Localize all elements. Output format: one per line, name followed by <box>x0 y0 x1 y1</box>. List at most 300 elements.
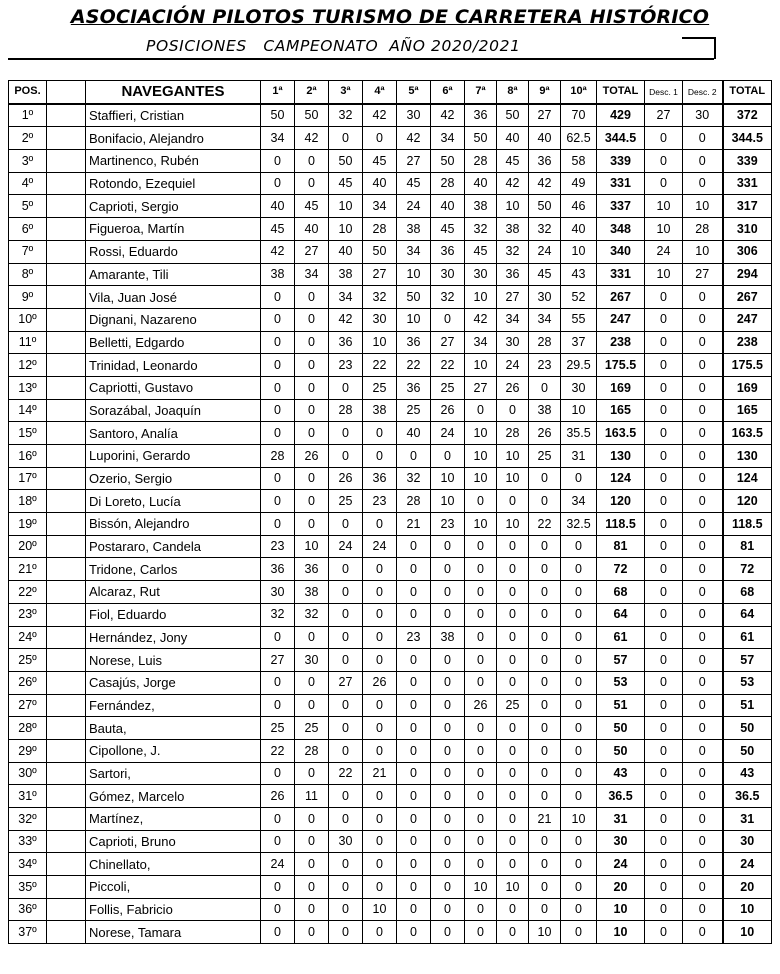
cell-desc-1: 0 <box>645 150 683 173</box>
cell-desc-1: 0 <box>645 127 683 150</box>
cell-total: 43 <box>597 762 645 785</box>
cell-desc-1: 0 <box>645 603 683 626</box>
cell-total: 120 <box>597 490 645 513</box>
cell-race-6: 42 <box>431 104 465 127</box>
cell-blank <box>47 626 86 649</box>
cell-total: 31 <box>597 808 645 831</box>
cell-race-2: 0 <box>295 853 329 876</box>
cell-race-6: 10 <box>431 490 465 513</box>
cell-race-7: 27 <box>465 376 497 399</box>
cell-race-4: 0 <box>363 808 397 831</box>
cell-final-total: 61 <box>723 626 772 649</box>
cell-race-3: 0 <box>329 422 363 445</box>
cell-race-8: 0 <box>497 626 529 649</box>
cell-desc-2: 0 <box>683 808 723 831</box>
cell-final-total: 124 <box>723 467 772 490</box>
cell-race-2: 0 <box>295 671 329 694</box>
cell-name: Alcaraz, Rut <box>86 581 261 604</box>
cell-race-7: 0 <box>465 671 497 694</box>
cell-race-5: 0 <box>397 535 431 558</box>
table-row <box>9 127 772 150</box>
cell-total: 81 <box>597 535 645 558</box>
cell-final-total: 68 <box>723 581 772 604</box>
cell-name: Sorazábal, Joaquín <box>86 399 261 422</box>
cell-race-1: 0 <box>261 354 295 377</box>
cell-race-9: 0 <box>529 626 561 649</box>
cell-race-2: 0 <box>295 626 329 649</box>
cell-race-8: 0 <box>497 921 529 944</box>
cell-race-6: 23 <box>431 513 465 536</box>
cell-desc-1: 0 <box>645 422 683 445</box>
cell-race-6: 25 <box>431 376 465 399</box>
cell-desc-2: 0 <box>683 921 723 944</box>
cell-race-7: 26 <box>465 694 497 717</box>
cell-race-2: 0 <box>295 830 329 853</box>
cell-race-1: 0 <box>261 762 295 785</box>
cell-total: 24 <box>597 853 645 876</box>
cell-race-2: 0 <box>295 354 329 377</box>
cell-desc-1: 0 <box>645 399 683 422</box>
table-row <box>9 626 772 649</box>
cell-total: 331 <box>597 263 645 286</box>
cell-race-5: 24 <box>397 195 431 218</box>
cell-race-4: 0 <box>363 127 397 150</box>
cell-blank <box>47 558 86 581</box>
cell-race-7: 0 <box>465 717 497 740</box>
cell-race-2: 0 <box>295 331 329 354</box>
table-row <box>9 445 772 468</box>
cell-race-7: 38 <box>465 195 497 218</box>
table-row <box>9 558 772 581</box>
cell-desc-2: 0 <box>683 127 723 150</box>
cell-race-9: 21 <box>529 808 561 831</box>
cell-race-7: 0 <box>465 762 497 785</box>
cell-race-9: 0 <box>529 490 561 513</box>
table-row <box>9 649 772 672</box>
cell-race-2: 0 <box>295 876 329 899</box>
cell-race-10: 0 <box>561 717 597 740</box>
cell-race-7: 40 <box>465 172 497 195</box>
cell-race-6: 24 <box>431 422 465 445</box>
cell-race-2: 0 <box>295 150 329 173</box>
cell-final-total: 50 <box>723 739 772 762</box>
cell-race-2: 0 <box>295 376 329 399</box>
cell-blank <box>47 218 86 241</box>
cell-race-3: 26 <box>329 467 363 490</box>
cell-race-4: 0 <box>363 739 397 762</box>
cell-race-8: 0 <box>497 535 529 558</box>
col-header-race-9: 9ª <box>529 81 561 104</box>
cell-race-4: 40 <box>363 172 397 195</box>
cell-race-3: 38 <box>329 263 363 286</box>
cell-desc-1: 0 <box>645 331 683 354</box>
cell-race-1: 0 <box>261 921 295 944</box>
cell-desc-1: 0 <box>645 830 683 853</box>
cell-race-1: 36 <box>261 558 295 581</box>
cell-pos: 32º <box>9 808 47 831</box>
cell-name: Luporini, Gerardo <box>86 445 261 468</box>
cell-desc-1: 0 <box>645 898 683 921</box>
cell-race-10: 55 <box>561 308 597 331</box>
cell-desc-2: 0 <box>683 717 723 740</box>
cell-race-5: 0 <box>397 739 431 762</box>
cell-blank <box>47 898 86 921</box>
table-row <box>9 739 772 762</box>
cell-race-2: 26 <box>295 445 329 468</box>
cell-pos: 33º <box>9 830 47 853</box>
cell-race-5: 36 <box>397 376 431 399</box>
cell-final-total: 36.5 <box>723 785 772 808</box>
cell-race-10: 0 <box>561 785 597 808</box>
cell-race-6: 0 <box>431 830 465 853</box>
cell-race-2: 0 <box>295 286 329 309</box>
cell-race-9: 45 <box>529 263 561 286</box>
cell-race-9: 24 <box>529 240 561 263</box>
cell-pos: 15º <box>9 422 47 445</box>
cell-final-total: 238 <box>723 331 772 354</box>
table-row <box>9 490 772 513</box>
cell-desc-2: 0 <box>683 626 723 649</box>
col-header-final-total: TOTAL <box>723 81 772 104</box>
cell-race-2: 38 <box>295 581 329 604</box>
cell-race-10: 0 <box>561 649 597 672</box>
cell-final-total: 43 <box>723 762 772 785</box>
cell-race-7: 0 <box>465 649 497 672</box>
cell-race-6: 0 <box>431 739 465 762</box>
cell-race-1: 0 <box>261 150 295 173</box>
cell-race-4: 0 <box>363 626 397 649</box>
cell-race-1: 50 <box>261 104 295 127</box>
cell-total: 348 <box>597 218 645 241</box>
cell-desc-1: 0 <box>645 513 683 536</box>
cell-total: 68 <box>597 581 645 604</box>
cell-race-6: 0 <box>431 898 465 921</box>
cell-name: Gómez, Marcelo <box>86 785 261 808</box>
cell-race-9: 0 <box>529 853 561 876</box>
cell-race-10: 35.5 <box>561 422 597 445</box>
cell-race-4: 0 <box>363 717 397 740</box>
cell-blank <box>47 535 86 558</box>
cell-total: 165 <box>597 399 645 422</box>
cell-race-10: 10 <box>561 399 597 422</box>
cell-pos: 12º <box>9 354 47 377</box>
cell-blank <box>47 354 86 377</box>
cell-name: Bonifacio, Alejandro <box>86 127 261 150</box>
cell-race-1: 42 <box>261 240 295 263</box>
cell-race-2: 0 <box>295 399 329 422</box>
cell-race-5: 0 <box>397 694 431 717</box>
cell-total: 10 <box>597 898 645 921</box>
cell-total: 61 <box>597 626 645 649</box>
cell-race-8: 0 <box>497 762 529 785</box>
cell-blank <box>47 399 86 422</box>
cell-desc-2: 0 <box>683 762 723 785</box>
cell-desc-1: 0 <box>645 581 683 604</box>
cell-pos: 11º <box>9 331 47 354</box>
cell-name: Rotondo, Ezequiel <box>86 172 261 195</box>
cell-race-8: 10 <box>497 876 529 899</box>
cell-blank <box>47 445 86 468</box>
cell-total: 118.5 <box>597 513 645 536</box>
table-row <box>9 808 772 831</box>
cell-final-total: 81 <box>723 535 772 558</box>
cell-name: Fernández, <box>86 694 261 717</box>
cell-final-total: 339 <box>723 150 772 173</box>
cell-name: Ozerio, Sergio <box>86 467 261 490</box>
cell-race-7: 0 <box>465 785 497 808</box>
cell-race-5: 28 <box>397 490 431 513</box>
cell-name: Vila, Juan José <box>86 286 261 309</box>
cell-race-7: 0 <box>465 581 497 604</box>
cell-name: Caprioti, Bruno <box>86 830 261 853</box>
cell-race-3: 32 <box>329 104 363 127</box>
cell-blank <box>47 172 86 195</box>
cell-race-3: 0 <box>329 513 363 536</box>
cell-race-10: 0 <box>561 467 597 490</box>
cell-race-9: 0 <box>529 376 561 399</box>
cell-race-4: 21 <box>363 762 397 785</box>
cell-blank <box>47 150 86 173</box>
cell-race-8: 0 <box>497 399 529 422</box>
cell-desc-2: 0 <box>683 490 723 513</box>
table-row <box>9 467 772 490</box>
cell-race-2: 34 <box>295 263 329 286</box>
cell-race-6: 0 <box>431 808 465 831</box>
cell-race-8: 30 <box>497 331 529 354</box>
cell-race-8: 0 <box>497 830 529 853</box>
cell-final-total: 53 <box>723 671 772 694</box>
cell-total: 344.5 <box>597 127 645 150</box>
cell-race-7: 0 <box>465 626 497 649</box>
table-row <box>9 399 772 422</box>
cell-blank <box>47 467 86 490</box>
cell-race-8: 25 <box>497 694 529 717</box>
cell-name: Norese, Tamara <box>86 921 261 944</box>
cell-race-3: 23 <box>329 354 363 377</box>
cell-desc-2: 0 <box>683 853 723 876</box>
cell-total: 36.5 <box>597 785 645 808</box>
cell-pos: 30º <box>9 762 47 785</box>
cell-name: Piccoli, <box>86 876 261 899</box>
cell-name: Norese, Luis <box>86 649 261 672</box>
cell-race-4: 0 <box>363 513 397 536</box>
cell-desc-2: 0 <box>683 581 723 604</box>
cell-race-5: 22 <box>397 354 431 377</box>
cell-race-3: 0 <box>329 376 363 399</box>
cell-final-total: 72 <box>723 558 772 581</box>
cell-desc-1: 10 <box>645 218 683 241</box>
cell-desc-2: 0 <box>683 399 723 422</box>
cell-race-5: 0 <box>397 898 431 921</box>
cell-desc-1: 0 <box>645 467 683 490</box>
cell-race-9: 0 <box>529 876 561 899</box>
cell-race-9: 28 <box>529 331 561 354</box>
cell-race-1: 0 <box>261 286 295 309</box>
standings-body <box>9 104 772 944</box>
cell-pos: 6º <box>9 218 47 241</box>
cell-race-10: 32.5 <box>561 513 597 536</box>
cell-desc-2: 0 <box>683 830 723 853</box>
cell-race-1: 25 <box>261 717 295 740</box>
table-row <box>9 376 772 399</box>
col-header-race-7: 7ª <box>465 81 497 104</box>
cell-race-9: 0 <box>529 739 561 762</box>
cell-blank <box>47 808 86 831</box>
cell-race-7: 0 <box>465 399 497 422</box>
cell-race-10: 43 <box>561 263 597 286</box>
cell-desc-2: 28 <box>683 218 723 241</box>
cell-race-8: 24 <box>497 354 529 377</box>
cell-total: 50 <box>597 717 645 740</box>
cell-race-5: 10 <box>397 308 431 331</box>
cell-pos: 20º <box>9 535 47 558</box>
cell-race-6: 0 <box>431 762 465 785</box>
cell-blank <box>47 195 86 218</box>
cell-race-5: 30 <box>397 104 431 127</box>
cell-race-6: 0 <box>431 717 465 740</box>
cell-race-9: 0 <box>529 830 561 853</box>
cell-desc-1: 0 <box>645 671 683 694</box>
cell-desc-2: 0 <box>683 513 723 536</box>
col-header-race-8: 8ª <box>497 81 529 104</box>
cell-race-7: 0 <box>465 898 497 921</box>
cell-desc-1: 24 <box>645 240 683 263</box>
cell-race-8: 45 <box>497 150 529 173</box>
cell-pos: 5º <box>9 195 47 218</box>
table-row <box>9 331 772 354</box>
col-header-race-5: 5ª <box>397 81 431 104</box>
cell-final-total: 30 <box>723 830 772 853</box>
cell-race-4: 10 <box>363 331 397 354</box>
cell-race-9: 50 <box>529 195 561 218</box>
cell-race-4: 25 <box>363 376 397 399</box>
cell-race-9: 0 <box>529 785 561 808</box>
cell-final-total: 51 <box>723 694 772 717</box>
table-row <box>9 218 772 241</box>
table-row <box>9 286 772 309</box>
cell-race-4: 50 <box>363 240 397 263</box>
cell-race-7: 0 <box>465 490 497 513</box>
col-header-race-4: 4ª <box>363 81 397 104</box>
cell-desc-1: 0 <box>645 694 683 717</box>
cell-race-9: 10 <box>529 921 561 944</box>
cell-blank <box>47 649 86 672</box>
cell-race-5: 34 <box>397 240 431 263</box>
cell-race-9: 25 <box>529 445 561 468</box>
cell-race-7: 34 <box>465 331 497 354</box>
cell-total: 72 <box>597 558 645 581</box>
cell-blank <box>47 376 86 399</box>
cell-total: 30 <box>597 830 645 853</box>
cell-race-10: 49 <box>561 172 597 195</box>
cell-race-7: 0 <box>465 535 497 558</box>
cell-race-6: 50 <box>431 150 465 173</box>
cell-race-9: 0 <box>529 558 561 581</box>
cell-pos: 2º <box>9 127 47 150</box>
cell-final-total: 317 <box>723 195 772 218</box>
cell-pos: 1º <box>9 104 47 127</box>
cell-race-7: 0 <box>465 830 497 853</box>
cell-race-2: 28 <box>295 739 329 762</box>
cell-pos: 17º <box>9 467 47 490</box>
cell-desc-1: 0 <box>645 445 683 468</box>
cell-desc-1: 0 <box>645 717 683 740</box>
cell-race-4: 0 <box>363 876 397 899</box>
col-header-race-6: 6ª <box>431 81 465 104</box>
cell-race-7: 0 <box>465 558 497 581</box>
cell-race-3: 0 <box>329 739 363 762</box>
cell-desc-1: 0 <box>645 853 683 876</box>
cell-race-6: 28 <box>431 172 465 195</box>
page-subtitle: POSICIONES CAMPEONATO AÑO 2020/2021 <box>146 37 521 55</box>
cell-race-8: 40 <box>497 127 529 150</box>
cell-race-1: 26 <box>261 785 295 808</box>
cell-desc-1: 0 <box>645 535 683 558</box>
cell-desc-1: 10 <box>645 263 683 286</box>
cell-race-2: 25 <box>295 717 329 740</box>
cell-pos: 25º <box>9 649 47 672</box>
cell-desc-2: 0 <box>683 558 723 581</box>
cell-name: Sartori, <box>86 762 261 785</box>
cell-race-8: 36 <box>497 263 529 286</box>
cell-race-5: 0 <box>397 671 431 694</box>
cell-total: 124 <box>597 467 645 490</box>
cell-total: 51 <box>597 694 645 717</box>
cell-race-8: 0 <box>497 649 529 672</box>
cell-race-3: 0 <box>329 898 363 921</box>
cell-race-6: 27 <box>431 331 465 354</box>
table-row <box>9 876 772 899</box>
cell-final-total: 10 <box>723 921 772 944</box>
cell-pos: 28º <box>9 717 47 740</box>
cell-desc-1: 0 <box>645 649 683 672</box>
cell-desc-2: 0 <box>683 649 723 672</box>
cell-blank <box>47 603 86 626</box>
cell-total: 247 <box>597 308 645 331</box>
subtitle-frame-right <box>714 37 716 59</box>
cell-race-8: 0 <box>497 785 529 808</box>
cell-race-2: 36 <box>295 558 329 581</box>
cell-race-8: 0 <box>497 898 529 921</box>
table-row <box>9 853 772 876</box>
cell-total: 429 <box>597 104 645 127</box>
page-title: ASOCIACIÓN PILOTOS TURISMO DE CARRETERA HISTÓRICO <box>70 6 710 28</box>
cell-race-1: 24 <box>261 853 295 876</box>
cell-race-6: 0 <box>431 876 465 899</box>
cell-race-6: 30 <box>431 263 465 286</box>
cell-race-2: 0 <box>295 467 329 490</box>
cell-race-1: 0 <box>261 376 295 399</box>
cell-race-7: 10 <box>465 286 497 309</box>
cell-race-1: 45 <box>261 218 295 241</box>
col-header-race-1: 1ª <box>261 81 295 104</box>
cell-race-3: 10 <box>329 195 363 218</box>
cell-race-9: 27 <box>529 104 561 127</box>
cell-race-8: 10 <box>497 445 529 468</box>
cell-race-5: 36 <box>397 331 431 354</box>
cell-race-7: 30 <box>465 263 497 286</box>
cell-race-4: 34 <box>363 195 397 218</box>
cell-name: Capriotti, Gustavo <box>86 376 261 399</box>
cell-race-5: 0 <box>397 649 431 672</box>
col-header-race-10: 10ª <box>561 81 597 104</box>
table-row <box>9 240 772 263</box>
cell-race-3: 0 <box>329 581 363 604</box>
cell-race-9: 36 <box>529 150 561 173</box>
table-row <box>9 671 772 694</box>
cell-race-5: 0 <box>397 762 431 785</box>
cell-pos: 22º <box>9 581 47 604</box>
